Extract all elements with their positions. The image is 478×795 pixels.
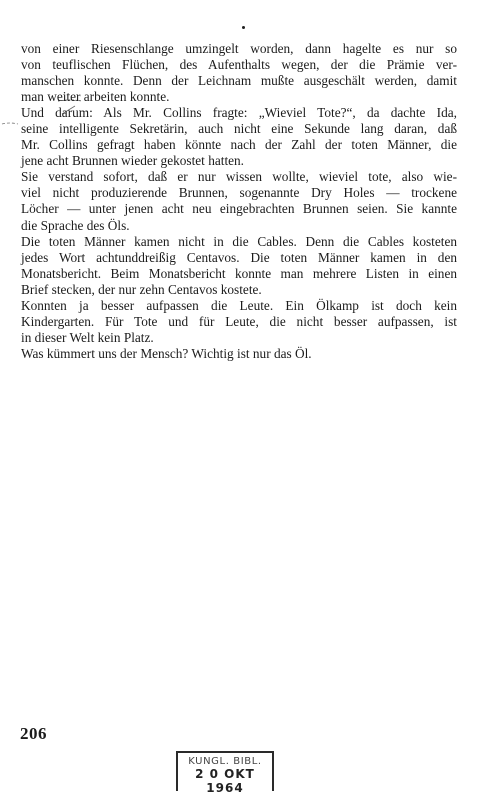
text-line: von einer Riesenschlange umzingelt worden, dann hagelte es nur so (21, 41, 457, 56)
text-line: die Sprache des Öls. (21, 217, 130, 233)
stamp-library-name: KUNGL. BIBL. (188, 756, 262, 767)
text-line: Brief stecken, der nur zehn Centavos kostete. (21, 281, 262, 297)
text-line: Konnten ja besser aufpassen die Leute. Ein Ölkamp ist doch kein (21, 297, 457, 313)
text-line: Was kümmert uns der Mensch? Wichtig ist nur das Öl. (21, 345, 312, 361)
text-line: jene acht Brunnen wieder gekostet hatten. (21, 153, 245, 169)
body-text (21, 41, 457, 362)
stamp-date: 2 0 OKT 1964 (195, 767, 255, 795)
page-number: 206 (20, 724, 47, 743)
text-line: viel nicht produzierende Brunnen, sogenannte Dry Holes — trockene (21, 185, 457, 201)
text-line: in dieser Welt kein Platz. (21, 329, 154, 345)
text-line: Sie verstand sofort, daß er nur wissen wollte, wieviel tote, also wie- (21, 169, 457, 185)
library-stamp (176, 751, 274, 795)
text-line: Monatsbericht. Beim Monatsbericht konnte man mehrere Listen in einen (21, 265, 457, 281)
text-line: Kindergarten. Für Tote und für Leute, die nicht besser aufpassen, ist (21, 313, 457, 329)
text-line: jedes Wort achtunddreißig Centavos. Die toten Männer kamen in den (21, 249, 457, 265)
text-line: Die toten Männer kamen nicht in die Cables. Denn die Cables kosteten (21, 233, 457, 249)
text-line: Und darum: Als Mr. Collins fragte: „Wieviel Tote?“, da dachte Ida, (21, 105, 457, 121)
text-line: man weiter arbeiten konnte. (21, 89, 170, 105)
text-line: seine intelligente Sekretärin, auch nicht eine Sekunde lang daran, daß (21, 121, 457, 137)
text-line: manschen konnte. Denn der Leichnam mußte ausgeschält werden, damit (21, 73, 457, 89)
text-line: Löcher — unter jenen acht neu eingebrachten Brunnen seien. Sie kannte (21, 201, 457, 217)
text-line: Mr. Collins gefragt haben könnte nach der Zahl der toten Männer, die (21, 137, 457, 153)
text-line: von teuflischen Flüchen, des Aufenthalts wegen, der die Prämie ver- (21, 57, 457, 73)
